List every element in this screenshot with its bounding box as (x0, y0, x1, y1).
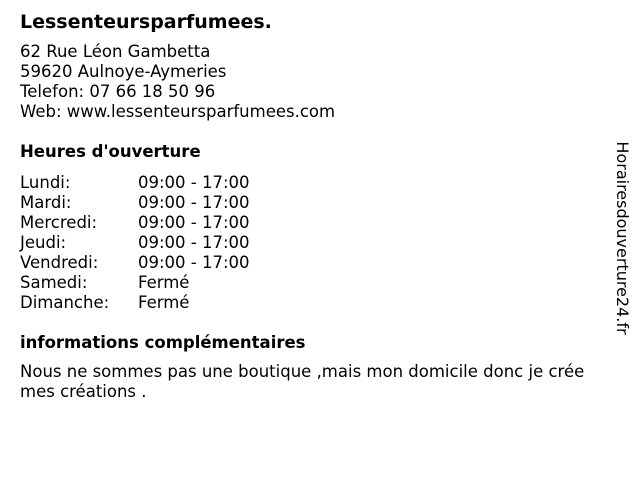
hours-heading: Heures d'ouverture (20, 142, 201, 161)
address-city: 59620 Aulnoye-Aymeries (20, 62, 227, 81)
day-time: 09:00 - 17:00 (138, 233, 250, 252)
info-text: Nous ne sommes pas une boutique ,mais mon domicile donc je crée mes créations . (20, 362, 585, 401)
day-label: Vendredi: (20, 253, 99, 272)
shop-name: Lessenteursparfumees. (20, 11, 272, 33)
day-label: Dimanche: (20, 293, 110, 312)
day-time: 09:00 - 17:00 (138, 253, 250, 272)
hours-row (20, 273, 250, 293)
day-time: 09:00 - 17:00 (138, 173, 250, 192)
hours-row (20, 293, 250, 313)
business-card (20, 9, 610, 402)
address-street: 62 Rue Léon Gambetta (20, 42, 211, 61)
day-time: Fermé (138, 293, 190, 312)
hours-row (20, 233, 250, 253)
day-label: Mardi: (20, 193, 72, 212)
day-time: 09:00 - 17:00 (138, 193, 250, 212)
website-line: Web: www.lessenteursparfumees.com (20, 102, 336, 121)
info-heading: informations complémentaires (20, 333, 306, 352)
site-watermark: Horairesdouverture24.fr (613, 141, 632, 335)
day-label: Lundi: (20, 173, 71, 192)
phone-line: Telefon: 07 66 18 50 96 (20, 82, 216, 101)
hours-row (20, 193, 250, 213)
hours-row (20, 213, 250, 233)
contact-block (20, 42, 610, 122)
opening-hours-table (20, 173, 250, 313)
day-time: Fermé (138, 273, 190, 292)
day-label: Mercredi: (20, 213, 98, 232)
hours-row (20, 253, 250, 273)
day-label: Samedi: (20, 273, 88, 292)
hours-row (20, 173, 250, 193)
day-time: 09:00 - 17:00 (138, 213, 250, 232)
day-label: Jeudi: (20, 233, 67, 252)
